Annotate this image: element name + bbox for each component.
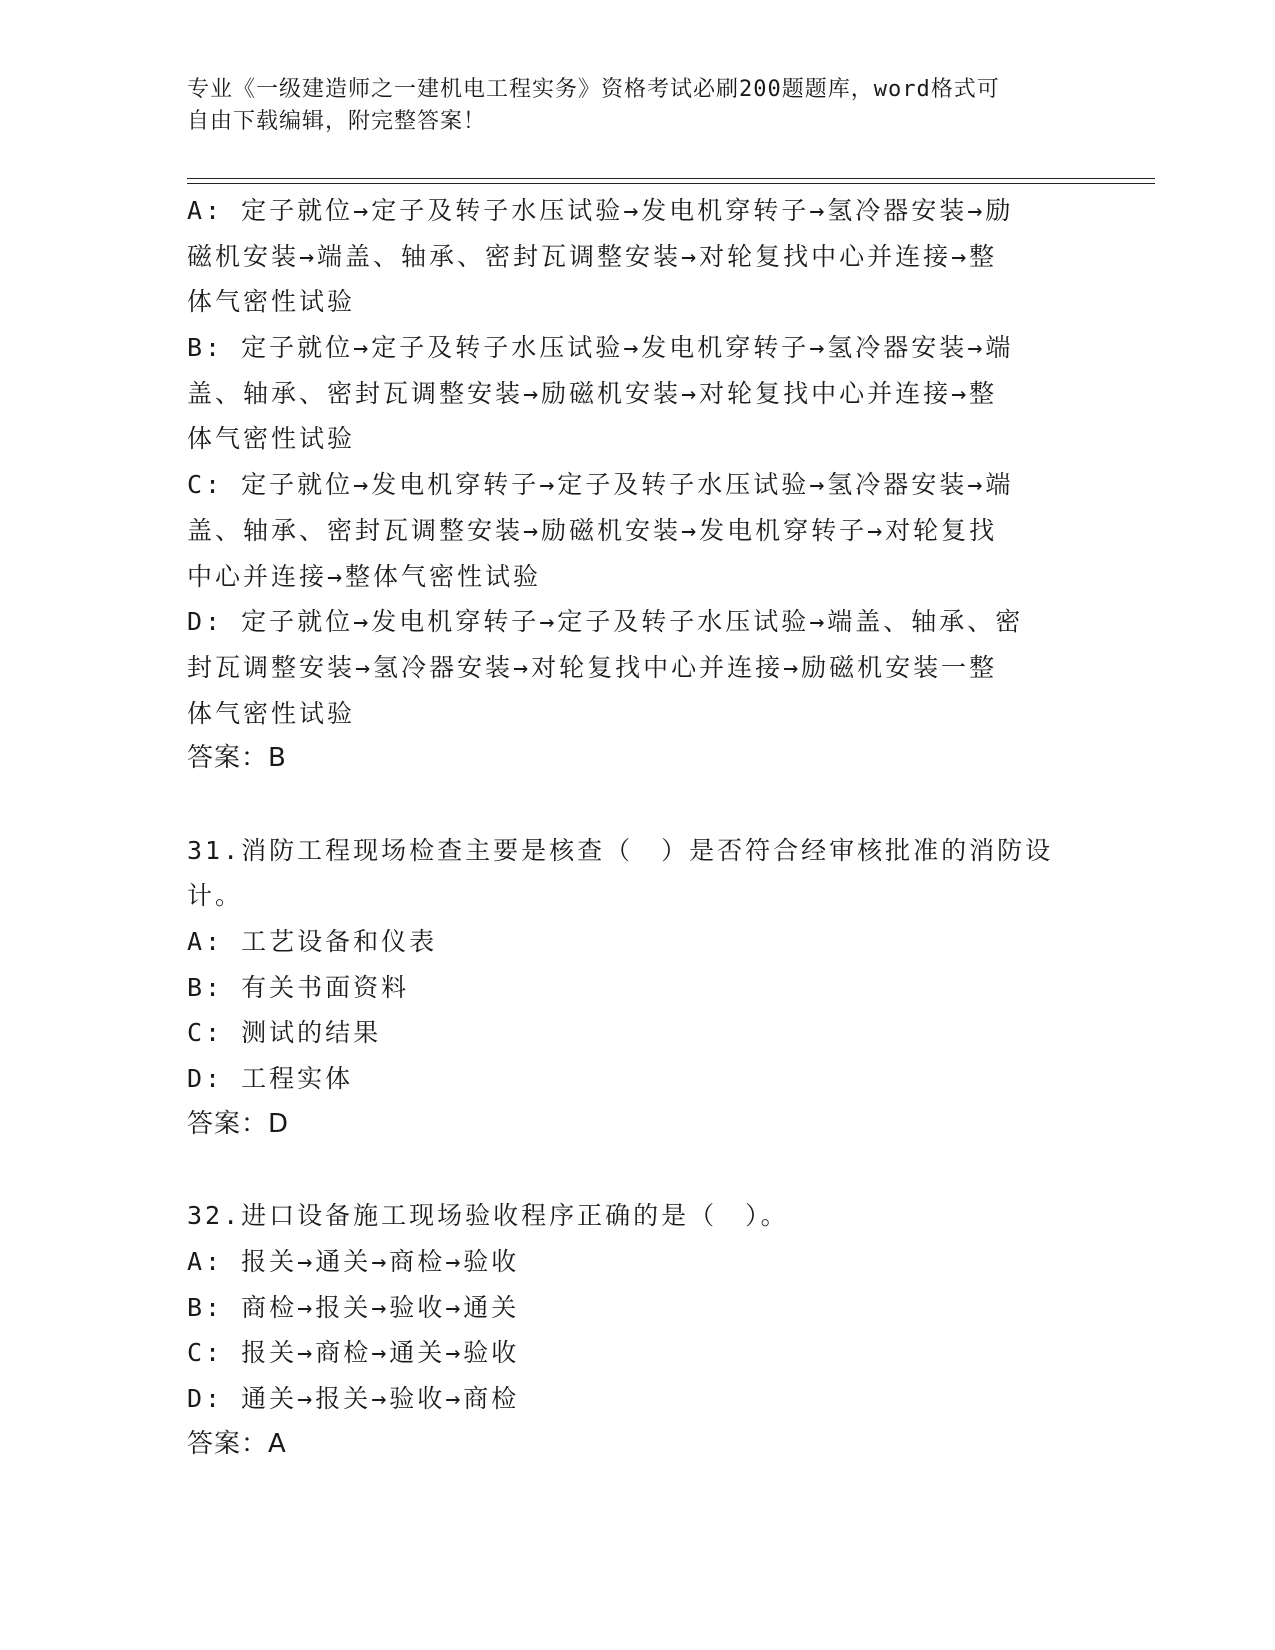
question-30 bbox=[187, 188, 1087, 782]
question-31 bbox=[187, 828, 1087, 1148]
q30-option-c-line-2: 盖、轴承、密封瓦调整安装→励磁机安装→发电机穿转子→对轮复找 bbox=[187, 515, 998, 545]
q31-option-b: B: 有关书面资料 bbox=[187, 972, 410, 1002]
q32-option-c: C: 报关→商检→通关→验收 bbox=[187, 1338, 520, 1368]
q30-option-d-line-2: 封瓦调整安装→氢冷器安装→对轮复找中心并连接→励磁机安装一整 bbox=[187, 652, 998, 682]
question-32 bbox=[187, 1193, 1087, 1467]
q30-option-c-line-3: 中心并连接→整体气密性试验 bbox=[187, 561, 542, 591]
header-title-line-2: 自由下载编辑，附完整答案！ bbox=[187, 109, 487, 134]
q31-answer: 答案：D bbox=[187, 1108, 290, 1139]
q30-answer: 答案：B bbox=[187, 743, 287, 774]
q31-option-a: A: 工艺设备和仪表 bbox=[187, 927, 438, 956]
q30-option-b-line-2: 盖、轴承、密封瓦调整安装→励磁机安装→对轮复找中心并连接→整 bbox=[187, 378, 998, 408]
question-content bbox=[187, 188, 1087, 1467]
q32-option-a: A: 报关→通关→商检→验收 bbox=[187, 1246, 520, 1276]
q30-option-b-line-3: 体气密性试验 bbox=[187, 424, 356, 454]
q30-option-a-line-3: 体气密性试验 bbox=[187, 287, 356, 317]
q30-option-a-line-2: 磁机安装→端盖、轴承、密封瓦调整安装→对轮复找中心并连接→整 bbox=[187, 241, 998, 271]
q31-option-d: D: 工程实体 bbox=[187, 1064, 354, 1094]
header-divider-top bbox=[187, 178, 1155, 179]
q30-option-d-line-3: 体气密性试验 bbox=[187, 698, 356, 728]
q30-option-a-line-1: A: 定子就位→定子及转子水压试验→发电机穿转子→氢冷器安装→励 bbox=[187, 196, 1014, 225]
q32-option-d: D: 通关→报关→验收→商检 bbox=[187, 1383, 520, 1413]
q32-answer: 答案：A bbox=[187, 1428, 287, 1459]
spacer bbox=[187, 782, 1087, 828]
header-title-line-1: 专业《一级建造师之一建机电工程实务》资格考试必刷200题题库，word格式可 bbox=[187, 77, 1000, 102]
q31-stem-line-1: 31.消防工程现场检查主要是核查（ ）是否符合经审核批准的消防设 bbox=[187, 835, 1054, 865]
q32-option-b: B: 商检→报关→验收→通关 bbox=[187, 1292, 520, 1322]
q30-option-b-line-1: B: 定子就位→定子及转子水压试验→发电机穿转子→氢冷器安装→端 bbox=[187, 333, 1014, 363]
q31-option-c: C: 测试的结果 bbox=[187, 1018, 382, 1048]
q30-option-d-line-1: D: 定子就位→发电机穿转子→定子及转子水压试验→端盖、轴承、密 bbox=[187, 607, 1024, 637]
spacer bbox=[187, 1147, 1087, 1193]
q31-stem-line-2: 计。 bbox=[187, 881, 244, 911]
header-divider-bottom bbox=[187, 183, 1155, 184]
q32-stem: 32.进口设备施工现场验收程序正确的是（ ）。 bbox=[187, 1201, 789, 1231]
q30-option-c-line-1: C: 定子就位→发电机穿转子→定子及转子水压试验→氢冷器安装→端 bbox=[187, 470, 1014, 500]
document-header bbox=[187, 74, 1087, 138]
